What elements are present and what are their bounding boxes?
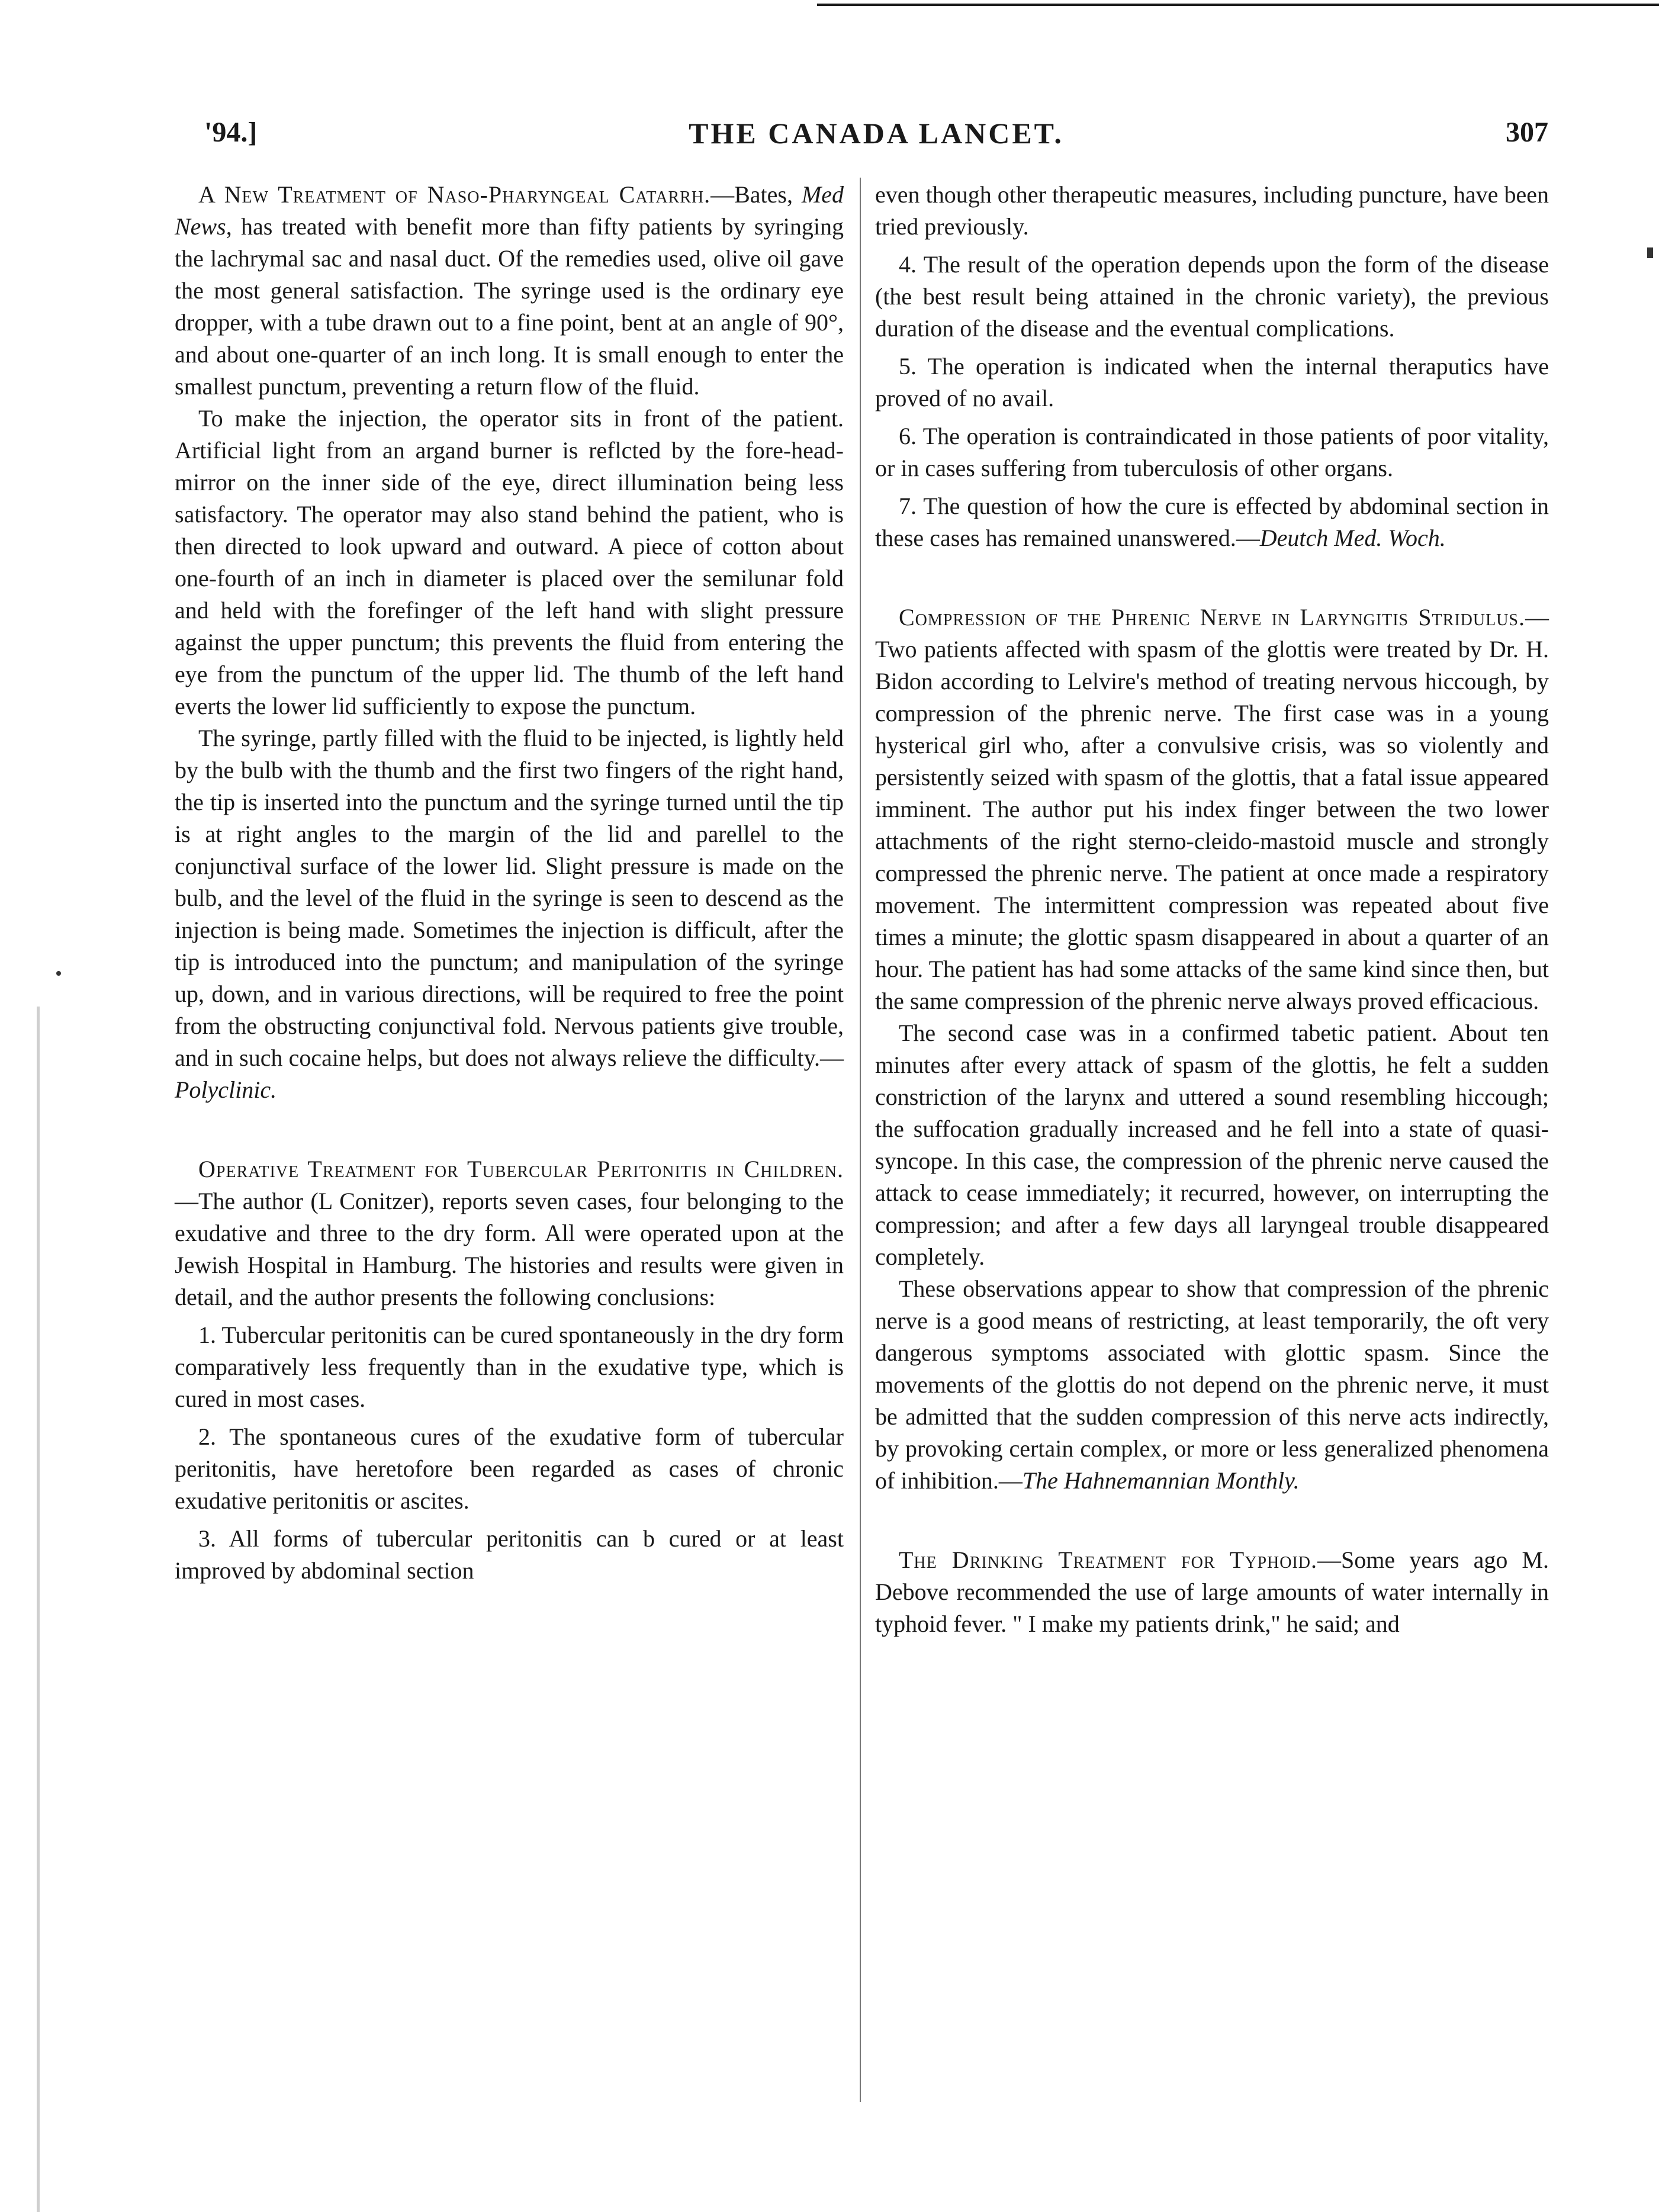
- source-citation: Deutch Med. Woch.: [1259, 525, 1446, 551]
- conclusion-item: 7. The question of how the cure is effected by abdominal section in these cases has remained unanswered.—Deutch Med. Woch.: [875, 493, 1549, 551]
- running-header: [204, 116, 1548, 152]
- paragraph: The syringe, partly filled with the fluid to be injected, is lightly held by the bulb with the thumb and the first two fingers of the right hand, the tip is inserted into the punctum and the syringe turned until the tip is at right angles to the margin of the lid and parellel to the conjunctival surface of the lower lid. Slight pressure is made on the bulb, and the level of the fluid in the syringe is seen to descend as the injection is being made. Sometimes the injection is difficult, after the tip is introduced into the punctum; and manipulation of the syringe up, down, and in various directions, will be required to free the point from the obstructing conjunctival fold. Nervous patients give trouble, and in such cocaine helps, but does not always relieve the difficulty.—Polyclinic.: [175, 725, 844, 1103]
- article-title-typhoid: The Drinking Treatment for Typhoid.: [899, 1547, 1318, 1573]
- page-edge-shadow: [37, 1007, 40, 2212]
- article-peritonitis-intro: Operative Treatment for Tubercular Peritonitis in Children.—The author (L Conitzer), reports seven cases, four belonging to the exudative and three to the dry form. All were operated upon at the Jewish Hospital in Hamburg. The histories and results were given in detail, and the author presents the following conclusions:: [175, 1156, 844, 1310]
- article-typhoid-intro: The Drinking Treatment for Typhoid.—Some years ago M. Debove recommended the use of large amounts of water internally in typhoid fever. " I make my patients drink," he said; and: [875, 1547, 1549, 1637]
- source-citation: Med News: [175, 181, 844, 240]
- paragraph: even though other therapeutic measures, including puncture, have been tried previously.: [875, 181, 1549, 240]
- conclusion-item: 4. The result of the operation depends upon the form of the disease (the best result being attained in the chronic variety), the previous duration of the disease and the eventual complications.: [875, 251, 1549, 342]
- article-phrenic-intro: Compression of the Phrenic Nerve in Laryngitis Stridulus.—Two patients affected with spasm of the glottis were treated by Dr. H. Bidon according to Lelvire's method of treating nervous hiccough, by compression of the phrenic nerve. The first case was in a young hysterical girl who, after a convulsive crisis, was so violently and persistently seized with spasm of the glottis, that a fatal issue appeared imminent. The author put his index finger between the two lower attachments of the right sterno-cleido-mastoid muscle and strongly compressed the phrenic nerve. The patient at once made a respiratory movement. The intermittent compression was repeated about five times a minute; the glottic spasm disappeared in about a quarter of an hour. The patient has had some attacks of the same kind since then, but the same compression of the phrenic nerve always proved efficacious.: [875, 604, 1549, 1014]
- paragraph: To make the injection, the operator sits in front of the patient. Artificial light from an argand burner is reflcted by the fore-head-mirror on the inner side of the eye, direct illumination being less satisfactory. The operator may also stand behind the patient, who is then directed to look upward and outward. A piece of cotton about one-fourth of an inch in diameter is placed over the semilunar fold and held with the forefinger of the left hand with slight pressure against the upper punctum; this prevents the fluid from entering the eye from the punctum of the upper lid. The thumb of the left hand everts the lower lid sufficiently to expose the punctum.: [175, 405, 844, 719]
- margin-dot: [56, 971, 61, 976]
- top-border-rule: [817, 4, 1659, 6]
- conclusion-item: 3. All forms of tubercular peritonitis can b cured or at least improved by abdominal section: [175, 1525, 844, 1584]
- journal-title: THE CANADA LANCET.: [689, 117, 1064, 150]
- article-title-phrenic: Compression of the Phrenic Nerve in Laryngitis Stridulus.: [899, 604, 1525, 631]
- right-column: [875, 179, 1549, 1640]
- article-catarrh-intro: A New Treatment of Naso-Pharyngeal Catarrh.—Bates, Med News, has treated with benefit more than fifty patients by syringing the lachrymal sac and nasal duct. Of the remedies used, olive oil gave the most general satisfaction. The syringe used is the ordinary eye dropper, with a tube drawn out to a fine point, bent at an angle of 90°, and about one-quarter of an inch long. It is small enough to enter the smallest punctum, preventing a return flow of the fluid.: [175, 181, 844, 400]
- page-number: 307: [1506, 117, 1548, 148]
- left-column: [175, 179, 844, 1587]
- conclusion-item: 5. The operation is indicated when the internal theraputics have proved of no avail.: [875, 353, 1549, 411]
- conclusion-item: 6. The operation is contraindicated in those patients of poor vitality, or in cases suffering from tuberculosis of other organs.: [875, 423, 1549, 481]
- header-year: '94.]: [204, 117, 258, 148]
- conclusion-item: 2. The spontaneous cures of the exudative form of tubercular peritonitis, have heretofore been regarded as cases of chronic exudative peritonitis or ascites.: [175, 1423, 844, 1514]
- conclusion-item: 1. Tubercular peritonitis can be cured spontaneously in the dry form comparatively less frequently than in the exudative type, which is cured in most cases.: [175, 1322, 844, 1412]
- column-divider: [860, 178, 861, 2102]
- source-citation: Polyclinic.: [175, 1076, 277, 1103]
- paragraph: These observations appear to show that compression of the phrenic nerve is a good means of restricting, at least temporarily, the oft very dangerous symptoms associated with glottic spasm. Since the movements of the glottis do not depend on the phrenic nerve, it must be admitted that the sudden compression of this nerve acts indirectly, by provoking certain complex, or more or less generalized phenomena of inhibition.—The Hahnemannian Monthly.: [875, 1275, 1549, 1494]
- source-citation: The Hahnemannian Monthly.: [1022, 1467, 1300, 1494]
- article-title-catarrh: A New Treatment of Naso-Pharyngeal Catarrh.: [198, 181, 711, 208]
- article-title-peritonitis: Operative Treatment for Tubercular Peritonitis in Children.: [198, 1156, 844, 1182]
- margin-mark: [1647, 247, 1653, 258]
- paragraph: The second case was in a confirmed tabetic patient. About ten minutes after every attack of spasm of the glottis, he felt a sudden constriction of the larynx and uttered a sound resembling hiccough; the suffocation gradually increased and he fell into a state of quasi-syncope. In this case, the compression of the phrenic nerve caused the attack to cease immediately; it recurred, however, on interrupting the compression; and after a few days all laryngeal trouble disappeared completely.: [875, 1020, 1549, 1270]
